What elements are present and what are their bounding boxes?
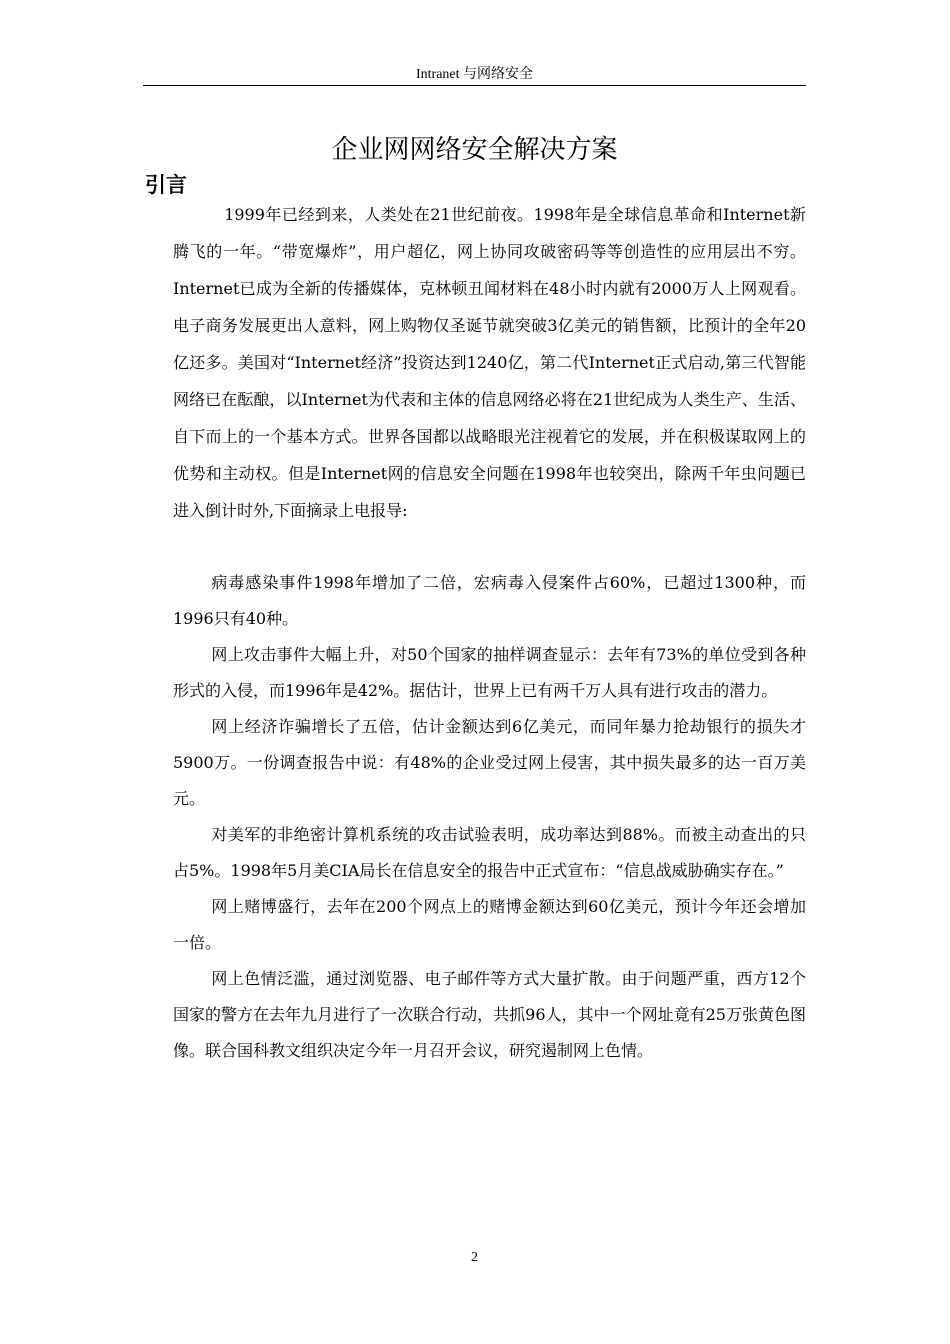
page-number: 2 bbox=[471, 1250, 478, 1265]
running-header: Intranet 与网络安全 bbox=[415, 67, 534, 82]
incident-paragraph: 网上色情泛滥，通过浏览器、电子邮件等方式大量扩散。由于问题严重，西方12个国家的警方在去年九月进行了一次联合行动，共抓96人，其中一个网址竟有25万张黄色图像。联合国科教文组织决定今年一月召开会议，研究遏制网上色情。 bbox=[173, 969, 806, 1060]
incident-paragraph: 对美军的非绝密计算机系统的攻击试验表明，成功率达到88%。而被主动查出的只占5%。1998年5月美CIA局长在信息安全的报告中正式宣布：“信息战威胁确实存在。” bbox=[173, 825, 806, 880]
incident-paragraph: 网上经济诈骗增长了五倍，估计金额达到6亿美元，而同年暴力抢劫银行的损失才5900万。一份调查报告中说：有48%的企业受过网上侵害，其中损失最多的达一百万美元。 bbox=[173, 717, 806, 808]
header-rule bbox=[143, 85, 806, 86]
document-body bbox=[173, 196, 806, 1069]
incident-paragraph: 网上攻击事件大幅上升，对50个国家的抽样调查显示：去年有73%的单位受到各种形式的入侵，而1996年是42%。据估计，世界上已有两千万人具有进行攻击的潜力。 bbox=[173, 645, 806, 700]
incident-paragraph: 网上赌博盛行，去年在200个网点上的赌博金额达到60亿美元，预计今年还会增加一倍。 bbox=[173, 897, 806, 952]
document-title: 企业网网络安全解决方案 bbox=[331, 135, 618, 165]
incident-paragraph: 病毒感染事件1998年增加了二倍，宏病毒入侵案件占60%，已超过1300种，而1996只有40种。 bbox=[173, 573, 806, 628]
paragraph-spacer bbox=[173, 529, 806, 565]
intro-paragraph: 1999年已经到来，人类处在21世纪前夜。1998年是全球信息革命和Internet新腾飞的一年。“带宽爆炸”，用户超亿，网上协同攻破密码等等创造性的应用层出不穷。Internet已成为全新的传播媒体，克林顿丑闻材料在48小时内就有2000万人上网观看。电子商务发展更出人意料，网上购物仅圣诞节就突破3亿美元的销售额，比预计的全年20亿还多。美国对“Internet经济”投资达到1240亿，第二代Internet正式启动,第三代智能网络已在酝酿，以Internet为代表和主体的信息网络必将在21世纪成为人类生产、生活、自下而上的一个基本方式。世界各国都以战略眼光注视着它的发展，并在积极谋取网上的优势和主动权。但是Internet网的信息安全问题在1998年也较突出，除两千年虫问题已进入倒计时外,下面摘录上电报导: bbox=[173, 205, 806, 520]
section-heading: 引言 bbox=[145, 173, 187, 197]
